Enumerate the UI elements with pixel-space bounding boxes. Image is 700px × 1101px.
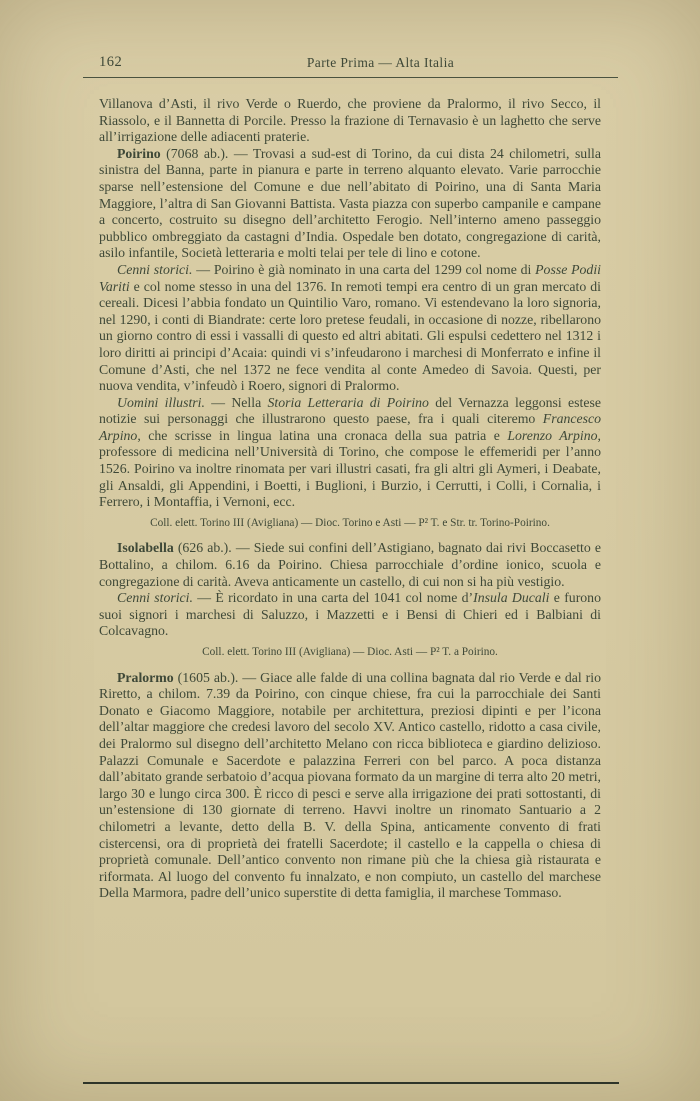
text-run: (626 ab.). — Siede sui confini dell’Astigiano, bagnato dai rivi Boccasetto e Bottalino, a chilom. 6.16 da Poirino. Chiesa parrocchiale d’ordine ionico, scuola e congregazione di carità. Aveva anticamente un castello, di cui non si ha più vestigio. bbox=[99, 540, 601, 589]
page-number: 162 bbox=[99, 54, 123, 70]
text-run: — Poirino è già nominato in una carta del 1299 col nome di bbox=[192, 261, 536, 277]
running-title: Parte Prima — Alta Italia bbox=[306, 55, 455, 70]
text-block bbox=[99, 96, 601, 902]
paragraph bbox=[99, 670, 601, 902]
text-run: , professore di medicina nell’Università di Torino, che compose le effemeridi per l’anno 1526. Poirino va inoltre rinomata per vari illustri casati, fra gli altri gli Aymeri, i Deabate, gli Ansaldi, gli Appendini, i Boetti, i Buglioni, i Burzio, i Cerrutti, i Colli, i Cornalia, i Ferrero, i Montaffia, i Vernoni, ecc. bbox=[99, 427, 601, 510]
header-rule bbox=[83, 77, 618, 78]
page-header bbox=[83, 54, 618, 72]
text-run: — È ricordato in una carta del 1041 col nome d’ bbox=[192, 590, 474, 606]
italic-text-run: Lorenzo Arpino bbox=[507, 427, 598, 443]
electoral-note bbox=[99, 515, 601, 532]
text-run: Villanova d’Asti, il rivo Verde o Ruerdo, che proviene da Pralormo, il rivo Secco, il Riassolo, e il Bannetta di Porcile. Presso la frazione di Ternavasio è un laghetto che serve all’irrigazione delle adiacenti praterie. bbox=[99, 96, 601, 145]
text-run: (7068 ab.). — Trovasi a sud-est di Torino, da cui dista 24 chilometri, sulla sinistra del Banna, parte in pianura e parte in terreno alquanto elevato. Varie parrocchie sparse nell’estensione del Comune e due nell’abitato di Poirino, una di Santa Maria Maggiore, l’altra di San Giovanni Battista. Vasta piazza con superbo campanile e campane a concerto, costruito su disegno dell’architetto Ferogio. Nell’interno ameno passeggio pubblico ombreggiato da castagni d’India. Ospedale ben dotato, congregazione di carità, asilo infantile, Società letteraria e molti telai per tele di lino e cotone. bbox=[99, 145, 601, 261]
text-run: e col nome stesso in una del 1376. In remoti tempi era centro di un gran mercato di cereali. Dicesi l’abbia fondato un Quintilio Varo, romano. Vi estendevano la loro signoria, nel 1290, i conti di Biandrate: certe loro pretese feudali, in occasione di nozze, ribellarono un giorno contro di essi i vassalli di questo ed altri abitati. Gli espulsi cedettero nel 1312 i loro diritti ai principi d’Acaia: quindi vi s’infeudarono i marchesi di Monferrato e infine il Comune d’Asti, che nel 1372 ne fece vendita al conte Amedeo di Savoia. Questi, per nuova vendita, v’infeudò i Roero, signori di Pralormo. bbox=[99, 278, 601, 394]
paragraph bbox=[99, 262, 601, 395]
italic-text-run: Cenni storici. bbox=[117, 261, 193, 277]
paragraph bbox=[99, 590, 601, 640]
italic-text-run: Cenni storici. bbox=[117, 590, 193, 606]
text-run: e furono suoi signori i marchesi di Saluzzo, i Mazzetti e i Bensi di Chieri ed i Balbiani di Colcavagno. bbox=[99, 590, 601, 639]
text-run: Coll. elett. Torino III (Avigliana) — Dioc. Asti — P² T. a Poirino. bbox=[202, 646, 498, 658]
text-run: , che scrisse in lingua latina una cronaca della sua patria e bbox=[137, 427, 508, 443]
text-run: — Nella bbox=[204, 394, 268, 410]
text-run: Coll. elett. Torino III (Avigliana) — Dioc. Torino e Asti — P² T. e Str. tr. Torino-Poirino. bbox=[150, 516, 550, 529]
paragraph bbox=[99, 96, 601, 146]
text-run: (1605 ab.). — Giace alle falde di una collina bagnata dal rio Verde e dal rio Riretto, a chilom. 7.39 da Poirino, con cinque chiese, fra cui la parrocchiale dei Santi Donato e Giacomo Maggiore, notabile per architettura, preziosi dipinti e per l’icona dell’altar maggiore che credesi lavoro del secolo XV. Antico castello, ridotto a casa civile, dei Pralormo sul disegno dell’architetto Melano con ricca biblioteca e giardino delizioso. Palazzi Comunale e Sacerdote e palazzina Ferreri con bel parco. A poca distanza dall’abitato grande serbatoio d’acqua piovana formato da un margine di terra alto 20 metri, largo 30 e lungo circa 300. È ricco di pesci e serve alla irrigazione dei prati sottostanti, di un’estensione di 130 giornate di terreno. Havvi inoltre un rinomato Santuario a 2 chilometri a levante, detto della B. V. della Spina, anticamente convento di frati cistercensi, ora di proprietà dei fratelli Sacerdote; il castello e la cappella o chiesa di proprietà comunale. Dell’antico convento non rimane più che la chiesa già ristaurata e riformata. Al luogo del convento fu innalzato, e non compiuto, un castello del marchese Della Marmora, padre dell’unico superstite di detta famiglia, il marchese Tommaso. bbox=[99, 669, 601, 901]
footer-rule bbox=[83, 1082, 619, 1084]
bold-text-run: Isolabella bbox=[117, 540, 174, 556]
electoral-note bbox=[99, 644, 601, 661]
italic-text-run: Insula Ducali bbox=[473, 590, 550, 606]
paragraph bbox=[99, 540, 601, 590]
italic-text-run: Francesco Arpino bbox=[99, 411, 601, 443]
italic-text-run: Storia Letteraria di Poirino bbox=[267, 394, 429, 410]
paragraph bbox=[99, 395, 601, 511]
paragraph bbox=[99, 146, 601, 262]
italic-text-run: Posse Podii Variti bbox=[99, 261, 601, 294]
bold-text-run: Poirino bbox=[117, 145, 161, 161]
bold-text-run: Pralormo bbox=[117, 669, 174, 685]
text-run: del Vernazza leggonsi estese notizie sui personaggi che illustrarono questo paese, fra i quali citeremo bbox=[99, 394, 601, 427]
italic-text-run: Uomini illustri. bbox=[117, 394, 205, 410]
